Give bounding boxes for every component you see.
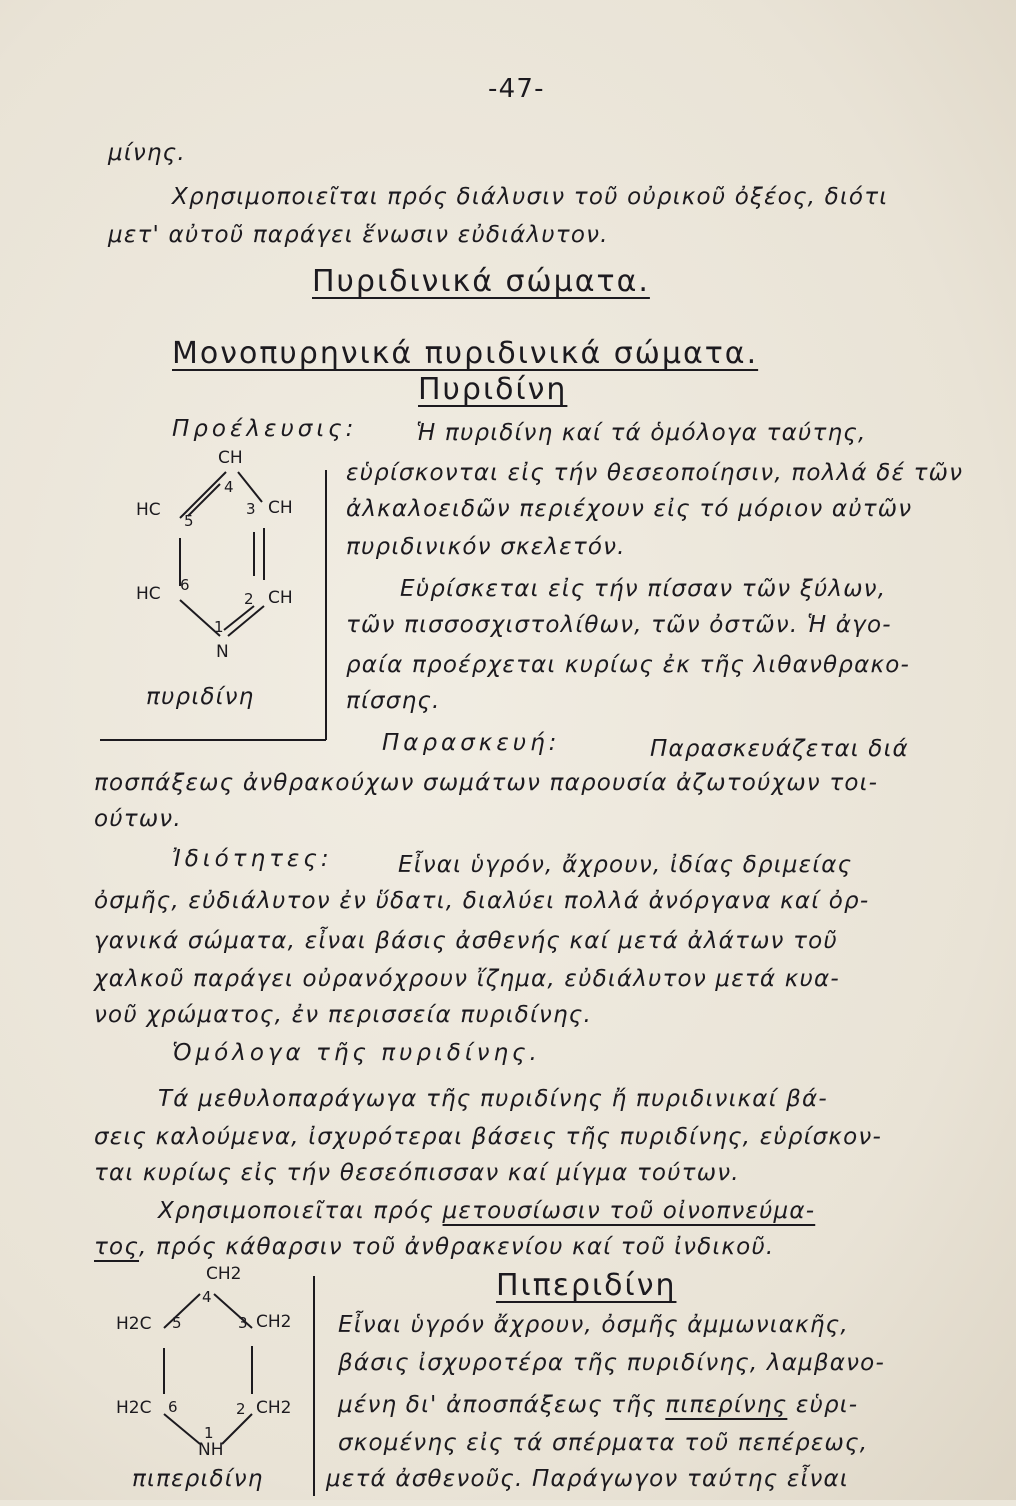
text-line: ούτων. xyxy=(94,806,182,832)
text-line: Εὑρίσκεται εἰς τήν πίσσαν τῶν ξύλων, xyxy=(400,576,887,602)
text-span-underlined: πιπερίνης xyxy=(665,1392,788,1418)
pyridine-position-3: 3 xyxy=(246,500,256,518)
page-number: -47- xyxy=(488,74,545,104)
section-title-piperidine: Πιπεριδίνη xyxy=(496,1268,677,1303)
pyridine-position-5: 5 xyxy=(184,512,194,530)
pyridine-caption: πυριδίνη xyxy=(146,684,255,710)
piperidine-atom-ch2-upper: CH2 xyxy=(256,1312,292,1332)
pyridine-atom-ch-top: CH xyxy=(218,448,243,468)
text-line: σεις καλούμενα, ἰσχυρότεραι βάσεις τῆς πυριδίνης, εὑρίσκον- xyxy=(94,1124,882,1150)
text-line: σκομένης εἰς τά σπέρματα τοῦ πεπέρεως, xyxy=(338,1430,869,1456)
piperidine-position-1: 1 xyxy=(204,1424,214,1442)
text-line: Εἶναι ὑγρόν ἄχρουν, ὀσμῆς ἀμμωνιακῆς, xyxy=(338,1312,849,1338)
text-line xyxy=(94,1234,774,1260)
text-line: μετά ἀσθενοῦς. Παράγωγον ταύτης εἶναι xyxy=(326,1466,849,1492)
text-line: τῶν πισσοσχιστολίθων, τῶν ὀστῶν. Ἡ ἀγο- xyxy=(346,612,892,638)
preparation-label: Παρασκευή: xyxy=(382,730,561,756)
piperidine-atom-ch2-top: CH2 xyxy=(206,1264,242,1284)
pyridine-position-4: 4 xyxy=(224,478,234,496)
piperidine-atom-h2c-lower: H2C xyxy=(116,1398,152,1418)
text-line: πυριδινικόν σκελετόν. xyxy=(346,534,626,560)
pyridine-atom-hc-lower: HC xyxy=(136,584,161,604)
piperidine-position-2: 2 xyxy=(236,1400,246,1418)
text-line: ται κυρίως εἰς τήν θεσεόπισσαν καί μίγμα τούτων. xyxy=(94,1160,740,1186)
homologues-heading: Ὁμόλογα τῆς πυριδίνης. xyxy=(172,1040,541,1066)
piperidine-position-5: 5 xyxy=(172,1314,182,1332)
text-line: γανικά σώματα, εἶναι βάσις ἀσθενής καί μετά ἀλάτων τοῦ xyxy=(94,928,838,954)
pyridine-position-6: 6 xyxy=(180,576,190,594)
text-line: Χρησιμοποιεῖται πρός διάλυσιν τοῦ οὐρικοῦ ὀξέος, διότι xyxy=(172,184,889,210)
piperidine-position-4: 4 xyxy=(202,1288,212,1306)
pyridine-atom-n: N xyxy=(216,642,229,662)
pyridine-atom-ch-lower: CH xyxy=(268,588,293,608)
piperidine-atom-h2c-upper: H2C xyxy=(116,1314,152,1334)
section-title-mononuclear: Μονοπυρηνικά πυριδινικά σώματα. xyxy=(172,336,759,371)
section-title-pyridine-bodies: Πυριδινικά σώματα. xyxy=(312,264,650,299)
text-line: νοῦ χρώματος, ἐν περισσεία πυριδίνης. xyxy=(94,1002,592,1028)
piperidine-caption: πιπεριδίνη xyxy=(132,1466,264,1492)
text-line: χαλκοῦ παράγει οὐρανόχρουν ἴζημα, εὐδιάλυτον μετά κυα- xyxy=(94,966,840,992)
piperidine-atom-ch2-lower: CH2 xyxy=(256,1398,292,1418)
pyridine-atom-hc-upper: HC xyxy=(136,500,161,520)
text-line: Εἶναι ὑγρόν, ἄχρουν, ἰδίας δριμείας xyxy=(398,852,853,878)
pyridine-atom-ch-upper: CH xyxy=(268,498,293,518)
text-line xyxy=(158,1198,815,1224)
pyridine-position-2: 2 xyxy=(244,590,254,608)
text-line: ἀλκαλοειδῶν περιέχουν εἰς τό μόριον αὐτῶν xyxy=(346,496,913,522)
section-title-pyridine: Πυριδίνη xyxy=(418,372,568,407)
text-line: Τά μεθυλοπαράγωγα τῆς πυριδίνης ἤ πυριδινικαί βά- xyxy=(158,1086,828,1112)
text-line: ὀσμῆς, εὐδιάλυτον ἐν ὕδατι, διαλύει πολλά ἀνόργανα καί ὀρ- xyxy=(94,888,870,914)
text-line: βάσις ἰσχυροτέρα τῆς πυριδίνης, λαμβανο- xyxy=(338,1350,885,1376)
text-line: μετ' αὐτοῦ παράγει ἕνωσιν εὐδιάλυτον. xyxy=(108,222,609,248)
text-line: εὑρίσκονται εἰς τήν θεσεοποίησιν, πολλά δέ τῶν xyxy=(346,460,964,486)
text-line: μίνης. xyxy=(108,140,186,166)
text-span: , πρός κάθαρσιν τοῦ ἀνθρακενίου καί τοῦ ἰνδικοῦ. xyxy=(139,1234,775,1260)
pyridine-position-1: 1 xyxy=(214,618,224,636)
text-line: ποσπάξεως ἀνθρακούχων σωμάτων παρουσία ἀζωτούχων τοι- xyxy=(94,770,879,796)
text-line: Παρασκευάζεται διά xyxy=(650,736,909,762)
text-span: Χρησιμοποιεῖται πρός xyxy=(158,1198,435,1224)
text-line: πίσσης. xyxy=(346,688,441,714)
text-span-underlined: τος xyxy=(94,1234,140,1260)
piperidine-atom-nh: NH xyxy=(198,1440,224,1460)
properties-label: Ἰδιότητες: xyxy=(172,846,333,872)
text-span-underlined: μετουσίωσιν τοῦ οἰνοπνεύμα- xyxy=(442,1198,816,1224)
text-line: Ἡ πυριδίνη καί τά ὁμόλογα ταύτης, xyxy=(416,420,867,446)
text-span: εὑρι- xyxy=(795,1392,859,1418)
origin-label: Προέλευσις: xyxy=(172,416,358,442)
piperidine-position-3: 3 xyxy=(238,1314,248,1332)
text-line xyxy=(338,1392,858,1418)
piperidine-position-6: 6 xyxy=(168,1398,178,1416)
text-span: μένη δι' ἀποσπάξεως τῆς xyxy=(338,1392,657,1418)
text-line: ραία προέρχεται κυρίως ἐκ τῆς λιθανθρακο- xyxy=(346,652,910,678)
